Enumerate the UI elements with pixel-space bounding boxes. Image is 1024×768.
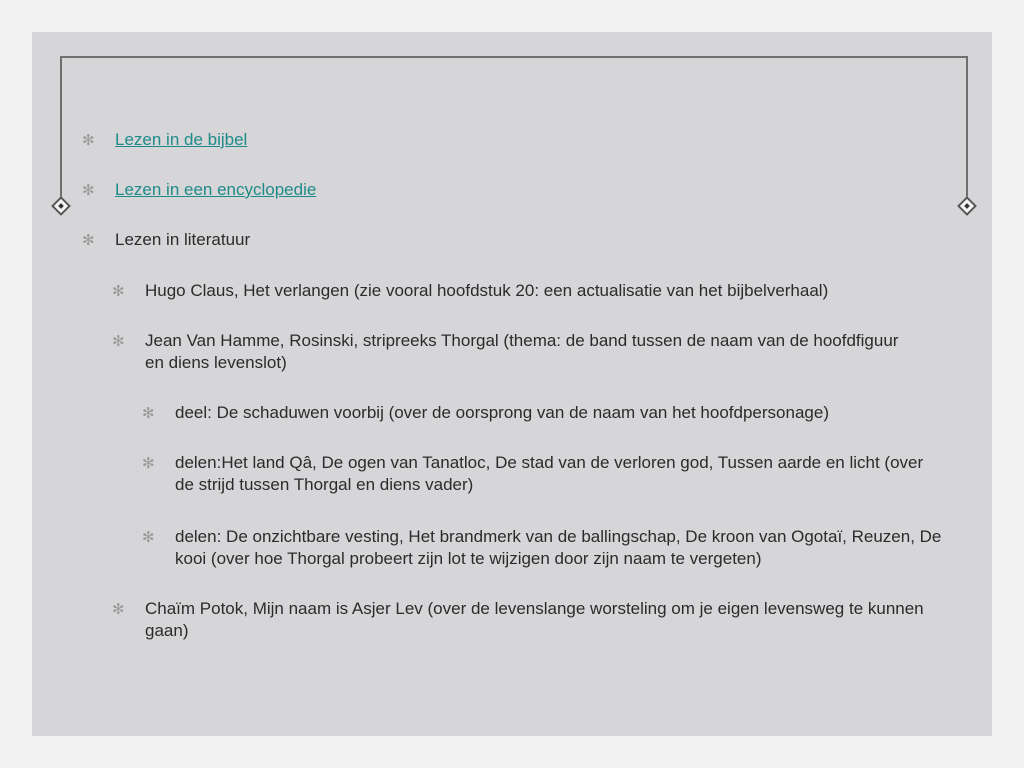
list-item-van-hamme: Jean Van Hamme, Rosinski, stripreeks Thorgal (thema: de band tussen de naam van de hoofdfiguur en diens levenslot) <box>145 331 899 372</box>
bullet-icon: ✻ <box>112 600 125 618</box>
diamond-ornament-icon <box>957 196 977 216</box>
list-item-deel: deel: De schaduwen voorbij (over de oorsprong van de naam van het hoofdpersonage) <box>175 403 829 422</box>
link-lezen-bijbel[interactable]: Lezen in de bijbel <box>115 130 248 149</box>
frame-right-line <box>966 56 968 206</box>
slide <box>32 32 992 736</box>
bullet-icon: ✻ <box>112 282 125 300</box>
bullet-icon: ✻ <box>112 332 125 350</box>
bullet-icon: ✻ <box>82 181 95 199</box>
bullet-icon: ✻ <box>142 454 155 472</box>
frame-top-line <box>60 56 967 58</box>
list-item-delen-vesting: delen: De onzichtbare vesting, Het brandmerk van de ballingschap, De kroon van Ogotaï, Reuzen, De kooi (over hoe Thorgal probeert zijn lot te wijzigen door zijn naam te vergeten) <box>175 527 942 568</box>
list-item-delen-land-qa: delen:Het land Qâ, De ogen van Tanatloc, De stad van de verloren god, Tussen aarde en licht (over de strijd tussen Thorgal en diens vader) <box>175 453 924 494</box>
list-item-potok: Chaïm Potok, Mijn naam is Asjer Lev (over de levenslange worsteling om je eigen levensweg te kunnen gaan) <box>145 599 924 640</box>
frame-left-line <box>60 56 62 206</box>
diamond-ornament-icon <box>51 196 71 216</box>
link-lezen-encyclopedie[interactable]: Lezen in een encyclopedie <box>115 180 317 199</box>
bullet-icon: ✻ <box>82 231 95 249</box>
bullet-icon: ✻ <box>142 528 155 546</box>
bullet-icon: ✻ <box>142 404 155 422</box>
bullet-icon: ✻ <box>82 131 95 149</box>
list-item-hugo-claus: Hugo Claus, Het verlangen (zie vooral hoofdstuk 20: een actualisatie van het bijbelverhaal) <box>145 281 829 300</box>
list-item-literatuur: Lezen in literatuur <box>115 230 251 249</box>
